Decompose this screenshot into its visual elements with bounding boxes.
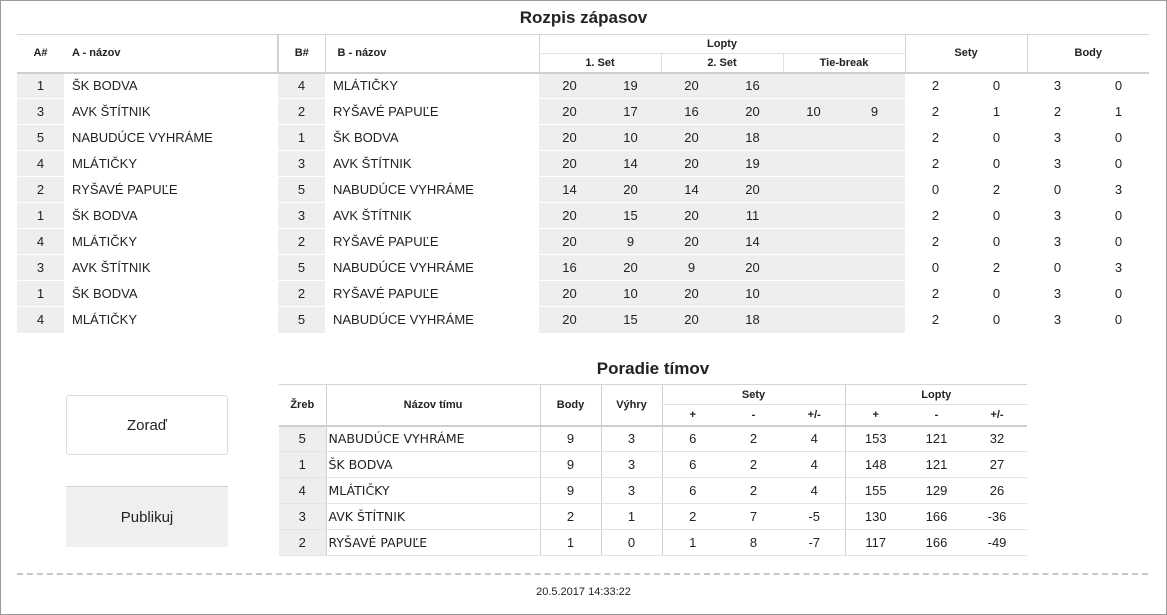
match-a-name: MLÁTIČKY [64,307,278,333]
points-b: 0 [1088,151,1149,177]
balls-won: 155 [845,478,906,504]
match-a-num: 1 [17,203,64,229]
set2-b: 14 [722,229,783,255]
team-points: 9 [540,452,601,478]
tiebreak-a [783,281,844,307]
points-b: 0 [1088,229,1149,255]
set1-b: 14 [600,151,661,177]
set1-a: 20 [539,125,600,151]
header-body: Body [1027,35,1149,73]
set2-b: 18 [722,307,783,333]
header-b-num: B# [278,35,325,73]
tiebreak-b [844,281,905,307]
header-balls-minus: - [906,405,967,426]
match-a-num: 4 [17,151,64,177]
match-b-num: 2 [278,229,325,255]
footer-divider [17,573,1148,575]
team-draw: 1 [279,452,326,478]
match-b-name: AVK ŠTÍTNIK [325,151,539,177]
sets-b: 2 [966,255,1027,281]
set1-b: 20 [600,255,661,281]
header-sets: Sety [662,385,845,405]
tiebreak-a [783,151,844,177]
set1-a: 20 [539,281,600,307]
header-team-name: Názov tímu [326,385,540,426]
sort-button[interactable]: Zoraď [66,395,228,455]
set2-a: 20 [661,281,722,307]
match-row [17,307,1149,333]
tiebreak-a [783,73,844,99]
team-name: NABUDÚCE VYHRÁME [326,426,540,452]
match-b-num: 2 [278,281,325,307]
set1-b: 9 [600,229,661,255]
team-wins: 3 [601,478,662,504]
match-b-num: 2 [278,99,325,125]
set1-a: 20 [539,203,600,229]
sets-lost: 2 [723,452,784,478]
sets-b: 0 [966,307,1027,333]
tiebreak-a [783,125,844,151]
set2-a: 14 [661,177,722,203]
balls-won: 117 [845,530,906,556]
points-a: 2 [1027,99,1088,125]
sets-won: 2 [662,504,723,530]
match-a-num: 1 [17,281,64,307]
points-b: 0 [1088,203,1149,229]
match-a-num: 2 [17,177,64,203]
team-name: MLÁTIČKY [326,478,540,504]
points-b: 0 [1088,73,1149,99]
points-b: 0 [1088,125,1149,151]
sets-a: 2 [905,125,966,151]
tiebreak-a: 10 [783,99,844,125]
set2-b: 18 [722,125,783,151]
sets-won: 6 [662,478,723,504]
match-row [17,203,1149,229]
points-a: 3 [1027,307,1088,333]
match-a-name: MLÁTIČKY [64,151,278,177]
points-b: 1 [1088,99,1149,125]
tiebreak-b [844,255,905,281]
header-tiebreak: Tie-break [783,54,905,73]
set1-a: 20 [539,73,600,99]
set2-a: 20 [661,203,722,229]
team-draw: 5 [279,426,326,452]
set2-b: 16 [722,73,783,99]
team-draw: 3 [279,504,326,530]
match-b-name: RYŠAVÉ PAPUĽE [325,99,539,125]
match-a-name: AVK ŠTÍTNIK [64,255,278,281]
sets-a: 2 [905,73,966,99]
header-sets-plus: + [662,405,723,426]
set2-b: 11 [722,203,783,229]
sets-won: 6 [662,426,723,452]
points-b: 0 [1088,307,1149,333]
sets-lost: 7 [723,504,784,530]
points-a: 3 [1027,203,1088,229]
team-name: ŠK BODVA [326,452,540,478]
set2-b: 20 [722,99,783,125]
points-a: 3 [1027,151,1088,177]
sets-diff: 4 [784,478,845,504]
set1-a: 20 [539,307,600,333]
balls-won: 130 [845,504,906,530]
points-b: 0 [1088,281,1149,307]
set1-a: 16 [539,255,600,281]
set2-b: 10 [722,281,783,307]
sets-diff: -7 [784,530,845,556]
tiebreak-a [783,229,844,255]
set1-b: 10 [600,125,661,151]
set1-a: 20 [539,99,600,125]
tiebreak-b: 9 [844,99,905,125]
balls-won: 148 [845,452,906,478]
standings-title: Poradie tímov [596,359,710,378]
match-row [17,99,1149,125]
team-wins: 1 [601,504,662,530]
team-points: 9 [540,478,601,504]
points-a: 0 [1027,255,1088,281]
balls-diff: -49 [967,530,1027,556]
team-name: RYŠAVÉ PAPUĽE [326,530,540,556]
sets-b: 0 [966,125,1027,151]
set2-a: 20 [661,73,722,99]
match-a-num: 3 [17,99,64,125]
points-a: 3 [1027,229,1088,255]
match-a-name: ŠK BODVA [64,281,278,307]
match-b-name: RYŠAVÉ PAPUĽE [325,229,539,255]
set2-a: 20 [661,125,722,151]
balls-diff: 32 [967,426,1027,452]
match-a-num: 1 [17,73,64,99]
match-row [17,151,1149,177]
sets-b: 1 [966,99,1027,125]
set2-a: 16 [661,99,722,125]
sets-b: 0 [966,203,1027,229]
set1-b: 10 [600,281,661,307]
tiebreak-b [844,73,905,99]
team-points: 9 [540,426,601,452]
match-b-num: 1 [278,125,325,151]
set1-a: 14 [539,177,600,203]
match-b-num: 5 [278,307,325,333]
set2-a: 9 [661,255,722,281]
points-a: 3 [1027,125,1088,151]
balls-lost: 121 [906,452,967,478]
sets-b: 0 [966,281,1027,307]
sets-b: 0 [966,73,1027,99]
match-b-name: ŠK BODVA [325,125,539,151]
sets-a: 2 [905,151,966,177]
team-points: 1 [540,530,601,556]
match-a-name: MLÁTIČKY [64,229,278,255]
sets-a: 2 [905,229,966,255]
header-balls: Lopty [845,385,1027,405]
match-b-name: RYŠAVÉ PAPUĽE [325,281,539,307]
balls-diff: 27 [967,452,1027,478]
balls-diff: 26 [967,478,1027,504]
set1-b: 19 [600,73,661,99]
match-row [17,125,1149,151]
match-a-num: 5 [17,125,64,151]
match-a-num: 4 [17,229,64,255]
tiebreak-b [844,307,905,333]
footer-timestamp: 20.5.2017 14:33:22 [536,586,631,598]
balls-won: 153 [845,426,906,452]
sets-won: 1 [662,530,723,556]
set1-b: 15 [600,203,661,229]
team-wins: 0 [601,530,662,556]
match-row [17,255,1149,281]
tiebreak-b [844,125,905,151]
match-a-name: AVK ŠTÍTNIK [64,99,278,125]
match-a-name: ŠK BODVA [64,203,278,229]
match-b-num: 3 [278,151,325,177]
sets-a: 2 [905,99,966,125]
match-b-num: 3 [278,203,325,229]
match-row [17,229,1149,255]
sets-a: 0 [905,255,966,281]
tiebreak-a [783,203,844,229]
set2-b: 20 [722,177,783,203]
match-a-num: 3 [17,255,64,281]
set1-a: 20 [539,229,600,255]
match-row [17,281,1149,307]
header-balls-diff: +/- [967,405,1027,426]
header-wins: Výhry [601,385,662,426]
balls-diff: -36 [967,504,1027,530]
team-wins: 3 [601,452,662,478]
tiebreak-b [844,177,905,203]
set2-b: 19 [722,151,783,177]
header-zreb: Žreb [279,385,326,426]
set2-a: 20 [661,307,722,333]
points-a: 0 [1027,177,1088,203]
sets-b: 2 [966,177,1027,203]
match-b-num: 5 [278,177,325,203]
sets-lost: 8 [723,530,784,556]
sets-b: 0 [966,151,1027,177]
header-a-name: A - názov [64,35,278,73]
header-sety: Sety [905,35,1027,73]
tiebreak-a [783,307,844,333]
match-b-name: MLÁTIČKY [325,73,539,99]
match-a-name: ŠK BODVA [64,73,278,99]
points-a: 3 [1027,73,1088,99]
set1-b: 17 [600,99,661,125]
header-set2: 2. Set [661,54,783,73]
match-row [17,73,1149,99]
sets-won: 6 [662,452,723,478]
sets-lost: 2 [723,478,784,504]
header-a-num: A# [17,35,64,73]
header-points: Body [540,385,601,426]
match-a-name: RYŠAVÉ PAPUĽE [64,177,278,203]
team-draw: 2 [279,530,326,556]
match-b-name: NABUDÚCE VYHRÁME [325,307,539,333]
standings-row [279,426,1027,452]
publish-button[interactable]: Publikuj [66,486,228,547]
match-b-name: NABUDÚCE VYHRÁME [325,255,539,281]
standings-row [279,478,1027,504]
balls-lost: 121 [906,426,967,452]
tiebreak-b [844,151,905,177]
header-sets-diff: +/- [784,405,845,426]
set1-b: 15 [600,307,661,333]
match-b-num: 4 [278,73,325,99]
tiebreak-a [783,255,844,281]
sets-a: 2 [905,203,966,229]
tiebreak-b [844,203,905,229]
set1-a: 20 [539,151,600,177]
tiebreak-b [844,229,905,255]
sets-a: 2 [905,281,966,307]
schedule-table [17,34,1149,333]
header-set1: 1. Set [539,54,661,73]
balls-lost: 166 [906,530,967,556]
sets-diff: 4 [784,452,845,478]
match-row [17,177,1149,203]
team-name: AVK ŠTÍTNIK [326,504,540,530]
schedule-title: Rozpis zápasov [519,8,648,27]
standings-table [279,384,1027,556]
match-b-num: 5 [278,255,325,281]
standings-row [279,452,1027,478]
header-sets-minus: - [723,405,784,426]
set1-b: 20 [600,177,661,203]
set2-a: 20 [661,151,722,177]
match-a-num: 4 [17,307,64,333]
sets-diff: 4 [784,426,845,452]
header-lopty: Lopty [539,35,905,54]
sets-lost: 2 [723,426,784,452]
set2-a: 20 [661,229,722,255]
balls-lost: 166 [906,504,967,530]
team-wins: 3 [601,426,662,452]
points-b: 3 [1088,177,1149,203]
standings-row [279,530,1027,556]
sets-a: 2 [905,307,966,333]
sets-b: 0 [966,229,1027,255]
points-b: 3 [1088,255,1149,281]
match-a-name: NABUDÚCE VYHRÁME [64,125,278,151]
sets-diff: -5 [784,504,845,530]
team-draw: 4 [279,478,326,504]
match-b-name: AVK ŠTÍTNIK [325,203,539,229]
tiebreak-a [783,177,844,203]
standings-row [279,504,1027,530]
header-balls-plus: + [845,405,906,426]
match-b-name: NABUDÚCE VYHRÁME [325,177,539,203]
team-points: 2 [540,504,601,530]
balls-lost: 129 [906,478,967,504]
header-b-name: B - názov [325,35,539,73]
points-a: 3 [1027,281,1088,307]
set2-b: 20 [722,255,783,281]
sets-a: 0 [905,177,966,203]
